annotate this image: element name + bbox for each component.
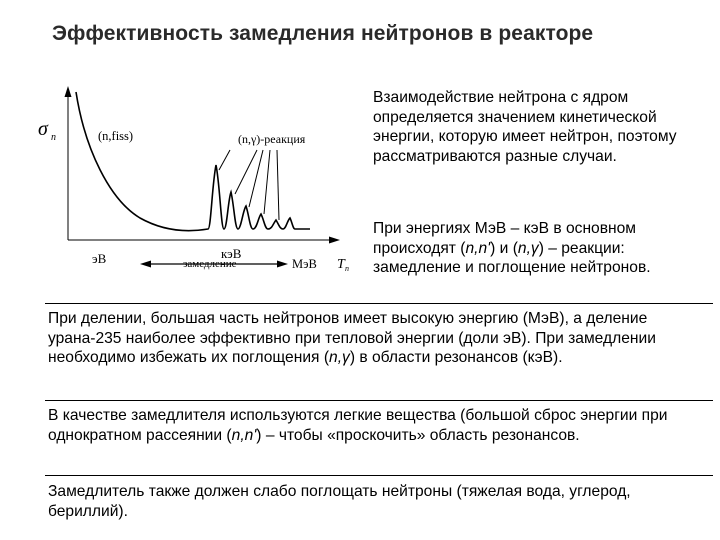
body-paragraph-1: При делении, большая часть нейтронов имеет высокую энергию (МэВ), а деление урана-235 наиболее эффективно при тепловой энергии (доли эВ). При замедлении необходимо избежать их поглощения (n,γ) в области резонансов (кэВ).	[48, 310, 656, 366]
pointer-line-5	[277, 150, 279, 220]
separator-2	[45, 400, 713, 401]
right-paragraph-1	[373, 88, 711, 166]
right-paragraph-2: При энергиях МэВ – кэВ в основном происходят (n,n') и (n,γ) – реакции: замедление и поглощение нейтронов.	[373, 220, 651, 276]
moderation-arrow-left	[140, 261, 151, 268]
right-paragraph-1-text: Взаимодействие нейтрона с ядром определяется значением кинетической энергии, которую имеет нейтрон, поэтому рассматриваются разные случаи.	[373, 89, 677, 165]
slowdown-label: замедление	[183, 258, 237, 270]
body-paragraph-2: В качестве замедлителя используются легкие вещества (большой сброс энергии при однократном рассеянии (n,n') – чтобы «проскочить» область резонансов.	[48, 407, 668, 444]
fission-label: (n,fiss)	[98, 129, 134, 143]
slide-title: Эффективность замедления нейтронов в реакторе	[52, 22, 594, 45]
body-paragraph-3: Замедлитель также должен слабо поглощать нейтроны (тяжелая вода, углерод, бериллий).	[48, 483, 631, 520]
pointer-line-4	[264, 150, 270, 214]
pointer-line-1	[219, 150, 230, 170]
y-axis-arrow	[65, 86, 72, 97]
separator-3	[45, 475, 713, 476]
capture-label: (n,γ)-реакция	[238, 132, 306, 146]
y-axis-label: σ	[38, 118, 48, 140]
pointer-line-3	[249, 150, 263, 207]
moderation-arrow-right	[277, 261, 288, 268]
ev-label: эВ	[92, 251, 107, 266]
energy-axis-subscript: n	[345, 264, 349, 273]
mev-label: МэВ	[292, 257, 317, 271]
separator-1	[45, 303, 713, 304]
energy-axis-label: T	[337, 257, 345, 272]
cross-section-curve	[76, 92, 310, 231]
y-axis-subscript: n	[51, 132, 56, 143]
x-axis-arrow	[329, 237, 340, 244]
kev-label: кэВ	[221, 246, 242, 261]
